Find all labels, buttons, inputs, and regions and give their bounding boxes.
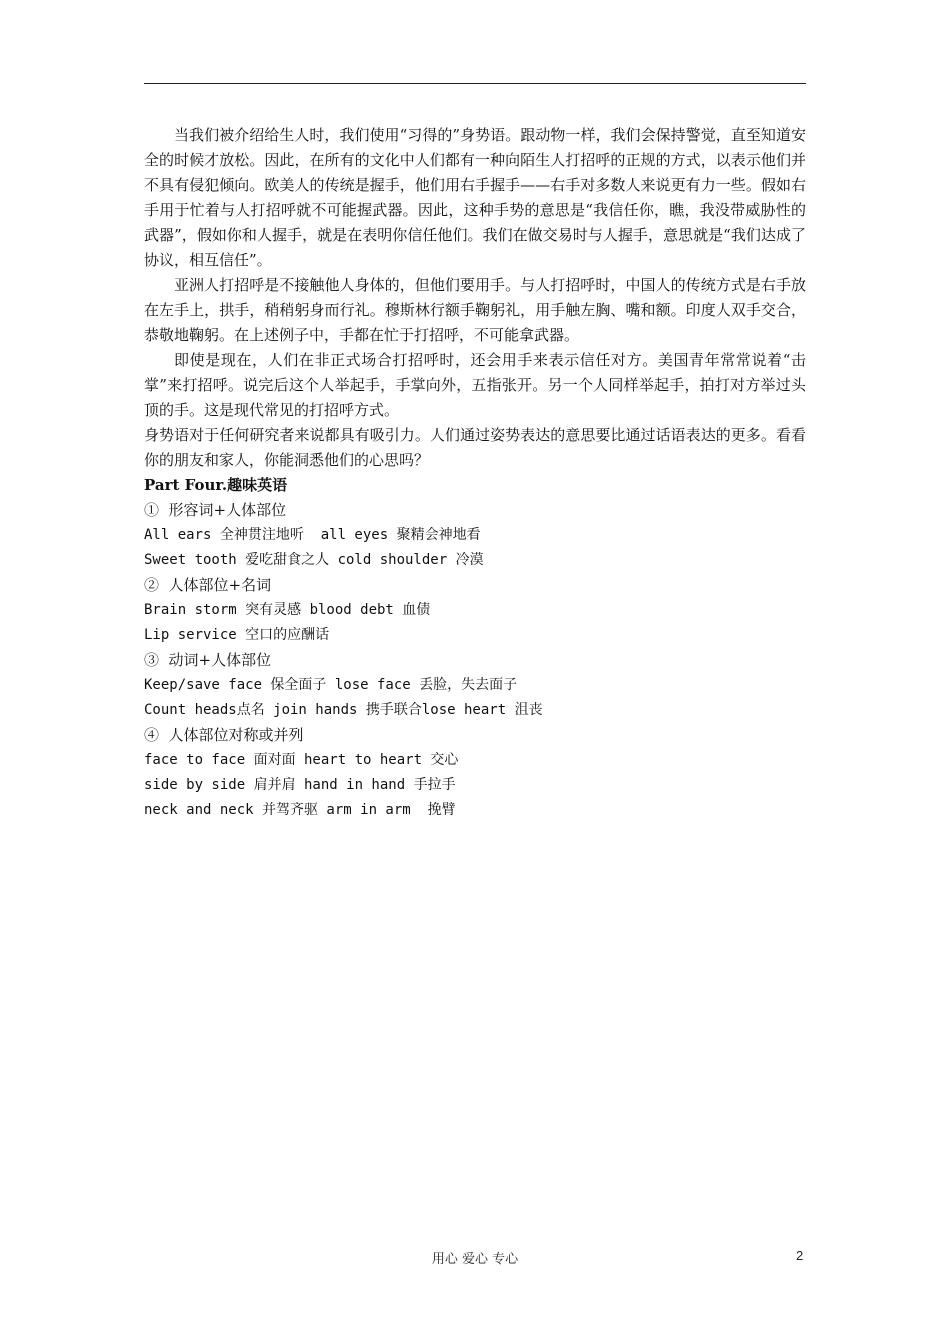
section-3-title: ③ 动词+人体部位 xyxy=(144,651,272,669)
page-number: 2 xyxy=(796,1248,804,1263)
section-4-title: ④ 人体部位对称或并列 xyxy=(144,726,304,744)
paragraph-2: 亚洲人打招呼是不接触他人身体的，但他们要用手。与人打招呼时，中国人的传统方式是右手放在左手上，拱手，稍稍躬身而行礼。穆斯林行额手鞠躬礼，用手触左胸、嘴和额。印度人双手交合，恭敬地鞠躬。在上述例子中，手都在忙于打招呼，不可能拿武器。 xyxy=(144,276,806,344)
section-4-line-1: face to face 面对面 heart to heart 交心 xyxy=(144,752,459,768)
paragraph-4: 身势语对于任何研究者来说都具有吸引力。人们通过姿势表达的意思要比通过话语表达的更多。看看你的朋友和家人，你能洞悉他们的心思吗？ xyxy=(144,426,806,469)
section-3-line-1: Keep/save face 保全面子 lose face 丢脸，失去面子 xyxy=(144,677,518,693)
section-2-line-2: Lip service 空口的应酬话 xyxy=(144,627,330,643)
section-4-line-3: neck and neck 并驾齐驱 arm in arm 挽臂 xyxy=(144,802,456,818)
part-four-heading: Part Four.趣味英语 xyxy=(144,476,288,494)
footer-text: 用心 爱心 专心 xyxy=(431,1252,519,1267)
paragraph-3: 即使是现在，人们在非正式场合打招呼时，还会用手来表示信任对方。美国青年常常说着“击掌”来打招呼。说完后这个人举起手，手掌向外，五指张开。另一个人同样举起手，拍打对方举过头顶的手。这是现代常见的打招呼方式。 xyxy=(144,351,806,419)
section-1-line-1: All ears 全神贯注地听 all eyes 聚精会神地看 xyxy=(144,527,481,543)
section-3-line-2: Count heads点名 join hands 携手联合lose heart 沮丧 xyxy=(144,702,543,718)
section-1-title: ① 形容词+人体部位 xyxy=(144,501,287,519)
section-1-line-2: Sweet tooth 爱吃甜食之人 cold shoulder 冷漠 xyxy=(144,552,484,568)
page-body xyxy=(144,123,806,823)
section-4-line-2: side by side 肩并肩 hand in hand 手拉手 xyxy=(144,777,456,793)
paragraph-1: 当我们被介绍给生人时，我们使用“习得的”身势语。跟动物一样，我们会保持警觉，直至知道安全的时候才放松。因此，在所有的文化中人们都有一种向陌生人打招呼的正规的方式，以表示他们并不具有侵犯倾向。欧美人的传统是握手，他们用右手握手——右手对多数人来说更有力一些。假如右手用于忙着与人打招呼就不可能握武器。因此，这种手势的意思是“我信任你，瞧，我没带威胁性的武器”，假如你和人握手，就是在表明你信任他们。我们在做交易时与人握手，意思就是“我们达成了协议，相互信任”。 xyxy=(144,126,806,269)
section-2-line-1: Brain storm 突有灵感 blood debt 血债 xyxy=(144,602,431,618)
section-2-title: ② 人体部位+名词 xyxy=(144,576,272,594)
header-rule xyxy=(144,83,806,84)
